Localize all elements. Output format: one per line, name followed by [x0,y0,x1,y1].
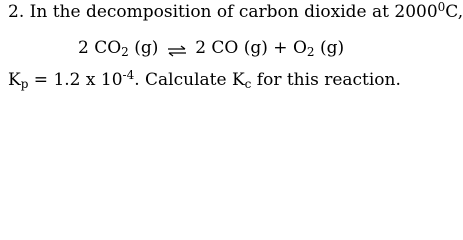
kp-statement [8,68,401,91]
kp-tail: for this reaction. [256,70,401,90]
chemical-equation [78,40,344,61]
question-text: In the decomposition of carbon dioxide at 2000 [29,2,438,22]
kp-followup: . Calculate K [134,70,245,90]
product-subscript: 2 [306,45,315,59]
reactant-state: (g) [134,38,159,58]
degree-superscript: 0 [437,0,446,14]
kp-exponent: -4 [122,68,135,82]
product-state: (g) [319,38,345,58]
question-number: 2. [8,2,25,22]
temperature-unit: C, [445,2,463,22]
equilibrium-arrow-icon [167,44,187,61]
question-line [8,0,463,22]
kp-value: = 1.2 x 10 [33,70,123,90]
reactant-subscript: 2 [121,45,129,59]
products: 2 CO (g) + O [195,38,307,58]
kp-symbol: K [8,70,21,90]
kc-subscript: c [244,77,252,91]
reactant: 2 CO [78,38,122,58]
kp-subscript: p [20,77,29,91]
